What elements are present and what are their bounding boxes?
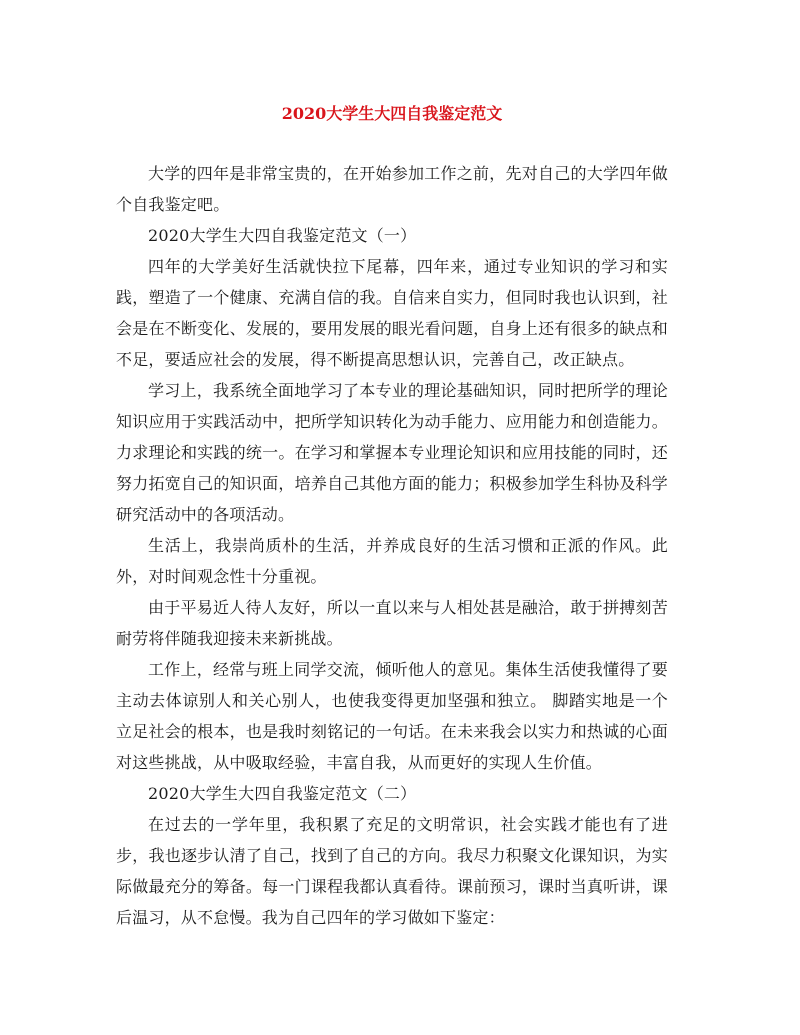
document-title: 2020大学生大四自我鉴定范文 <box>281 104 503 123</box>
section-heading-1: 2020大学生大四自我鉴定范文（一） <box>148 226 417 245</box>
paragraph-intro: 大学的四年是非常宝贵的，在开始参加工作之前，先对自己的大学四年做个自我鉴定吧。 <box>116 164 668 214</box>
section-heading-2: 2020大学生大四自我鉴定范文（二） <box>148 784 417 803</box>
paragraph-life: 生活上，我崇尚质朴的生活，并养成良好的生活习惯和正派的作风。此外，对时间观念性十分重视。 <box>116 536 668 586</box>
paragraph-study: 学习上，我系统全面地学习了本专业的理论基础知识，同时把所学的理论知识应用于实践活动中，把所学知识转化为动手能力、应用能力和创造能力。力求理论和实践的统一。在学习和掌握本专业理论知识和应用技能的同时，还努力拓宽自己的知识面，培养自己其他方面的能力；积极参加学生科协及科学研究活动中的各项活动。 <box>116 381 668 524</box>
document-body <box>116 158 668 933</box>
paragraph-overview: 四年的大学美好生活就快拉下尾幕，四年来，通过专业知识的学习和实践，塑造了一个健康、充满自信的我。自信来自实力，但同时我也认识到，社会是在不断变化、发展的，要用发展的眼光看问题，自身上还有很多的缺点和不足，要适应社会的发展，得不断提高思想认识，完善自己，改正缺点。 <box>116 257 668 369</box>
paragraph-work: 工作上，经常与班上同学交流，倾听他人的意见。集体生活使我懂得了要主动去体谅别人和关心别人，也使我变得更加坚强和独立。 脚踏实地是一个立足社会的根本，也是我时刻铭记的一句话。在未来我会以实力和热诚的心面对这些挑战，从中吸取经验，丰富自我，从而更好的实现人生价值。 <box>116 660 668 772</box>
paragraph-past-year: 在过去的一学年里，我积累了充足的文明常识，社会实践才能也有了进步，我也逐步认清了自己，找到了自己的方向。我尽力积聚文化课知识，为实际做最充分的筹备。每一门课程我都认真看待。课前预习，课时当真听讲，课后温习，从不怠慢。我为自己四年的学习做如下鉴定： <box>116 815 668 927</box>
paragraph-relations: 由于平易近人待人友好，所以一直以来与人相处甚是融洽，敢于拼搏刻苦耐劳将伴随我迎接未来新挑战。 <box>116 598 668 648</box>
document-page <box>116 0 668 1035</box>
